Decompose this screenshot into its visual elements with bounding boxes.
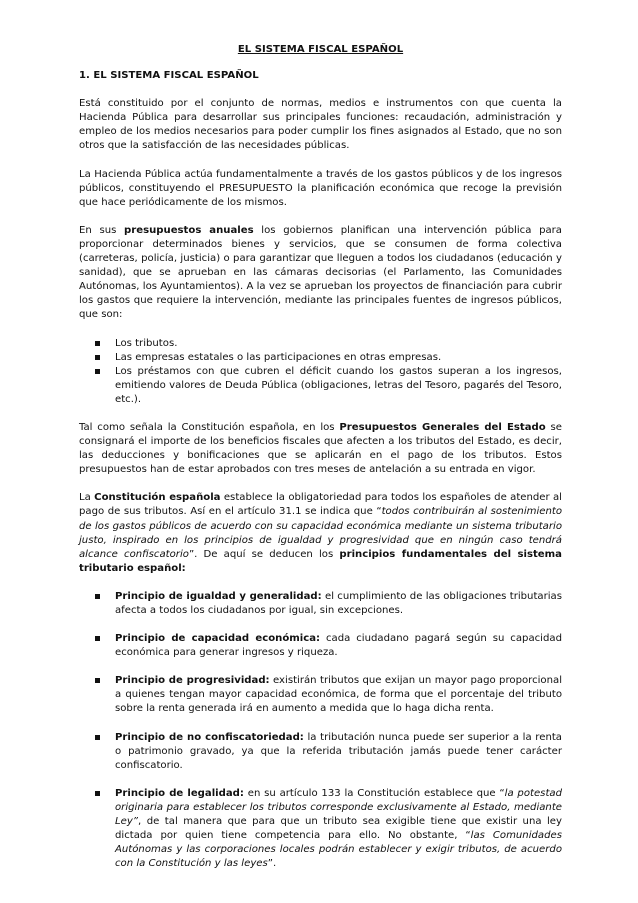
bold-term: Presupuestos Generales del Estado bbox=[339, 421, 546, 433]
income-sources-list bbox=[79, 337, 562, 407]
document-title: EL SISTEMA FISCAL ESPAÑOL bbox=[237, 44, 404, 55]
square-bullet-icon bbox=[95, 735, 100, 740]
italic-quote: las Comunidades Autónomas y las corporaciones locales podrán establecer y exigir tributos, de acuerdo con la Constitución y las leyes bbox=[115, 830, 562, 870]
principle-name: Principio de no confiscatoriedad: bbox=[115, 731, 304, 743]
list-item-text: Los tributos. bbox=[115, 337, 178, 349]
text-run: establece la obligatoriedad para todos los españoles de atender al pago de sus tributos. Así en el artículo 31.1 se indica que “ bbox=[79, 492, 562, 518]
principle-name: Principio de igualdad y generalidad: bbox=[115, 590, 322, 602]
text-run: se consignará el importe de los beneficios fiscales que afecten a los tributos del Estado, es decir, las deducciones y bonificaciones que se aplicarán en el pago de los tributos. Estos presupuestos han de estar aprobados con tres meses de antelación a su entrada en vigor. bbox=[79, 421, 562, 476]
list-item-text: Los préstamos con que cubren el déficit cuando los gastos superan a los ingresos, emitiendo valores de Deuda Pública (obligaciones, letras del Tesoro, pagarés del Tesoro, etc.). bbox=[115, 365, 562, 405]
text-run: La bbox=[79, 492, 95, 504]
list-item bbox=[79, 351, 562, 365]
square-bullet-icon bbox=[95, 636, 100, 641]
principle-text: ”. bbox=[267, 858, 277, 870]
text-run: En sus bbox=[79, 224, 125, 236]
square-bullet-icon bbox=[95, 791, 100, 796]
list-item bbox=[79, 365, 562, 407]
square-bullet-icon bbox=[95, 369, 100, 374]
paragraph-hacienda: La Hacienda Pública actúa fundamentalmente a través de los gastos públicos y de los ingresos públicos, constituyendo el PRESUPUESTO la planificación económica que recoge la previsión que hace periódicamente de los mismos. bbox=[79, 168, 562, 208]
square-bullet-icon bbox=[95, 594, 100, 599]
principle-item bbox=[79, 731, 562, 773]
principle-text: cada ciudadano pagará según su capacidad económica para generar ingresos y riqueza. bbox=[115, 633, 562, 659]
text-run: los gobiernos planifican una intervención pública para proporcionar determinados bienes y servicios, que se consumen de forma colectiva (carreteras, policía, justicia) o para garantizar que lleguen a todos los ciudadanos (educación y sanidad), que se aprueban en las cámaras decisorias (el Parlamento, las Comunidades Autónomas, los Ayuntamientos). A la vez se aprueban los proyectos de financiación para cubrir los gastos que requiere la intervención, mediante las principales fuentes de ingresos públicos, que son: bbox=[79, 224, 562, 321]
principle-text: existirán tributos que exijan un mayor pago proporcional a quienes tengan mayor capacidad económica, de forma que el porcentaje del tributo sobre la renta generada irá en aumento a medida que lo haga dicha renta. bbox=[115, 675, 562, 715]
principle-text: en su artículo 133 la Constitución establece que “ bbox=[243, 787, 505, 799]
principle-item bbox=[79, 632, 562, 660]
italic-quote: la potestad originaria para establecer los tributos corresponde exclusivamente al Estado, mediante Ley” bbox=[115, 787, 562, 828]
text-run: ”. De aquí se deducen los bbox=[188, 548, 340, 560]
paragraph-constitution bbox=[79, 491, 562, 576]
square-bullet-icon bbox=[95, 355, 100, 360]
principles-list bbox=[79, 590, 562, 872]
section-heading: 1. EL SISTEMA FISCAL ESPAÑOL bbox=[79, 70, 259, 82]
paragraph-general-budgets bbox=[79, 421, 562, 477]
principle-text: , de tal manera que para que un tributo sea exigible tiene que existir una ley dictada por quien tiene competencia para ello. No obstante, “ bbox=[115, 816, 562, 842]
bold-term: Constitución española bbox=[94, 492, 221, 504]
principle-text: el cumplimiento de las obligaciones tributarias afecta a todos los ciudadanos por igual, sin excepciones. bbox=[115, 590, 562, 616]
square-bullet-icon bbox=[95, 341, 100, 346]
text-run: Tal como señala la Constitución española, en los bbox=[79, 421, 340, 433]
principle-name: Principio de capacidad económica: bbox=[115, 633, 321, 645]
principle-item bbox=[79, 590, 562, 618]
bold-term: principios fundamentales del sistema tributario español: bbox=[79, 548, 562, 574]
principle-item bbox=[79, 787, 562, 872]
principle-name: Principio de legalidad: bbox=[115, 787, 244, 799]
bold-term: presupuestos anuales bbox=[124, 224, 254, 236]
paragraph-definition: Está constituido por el conjunto de normas, medios e instrumentos con que cuenta la Hacienda Pública para desarrollar sus principales funciones: recaudación, administración y empleo de los medios necesarios para poder cumplir los fines asignados al Estado, que no son otros que la satisfacción de las necesidades públicas. bbox=[79, 98, 562, 152]
principle-text: la tributación nunca puede ser superior a la renta o patrimonio gravado, ya que la referida tributación jamás puede tener carácter confiscatorio. bbox=[115, 731, 562, 771]
principle-item bbox=[79, 674, 562, 716]
principle-name: Principio de progresividad: bbox=[115, 675, 270, 687]
list-item-text: Las empresas estatales o las participaciones en otras empresas. bbox=[115, 351, 442, 363]
italic-quote: todos contribuirán al sostenimiento de los gastos públicos de acuerdo con su capacidad económica mediante un sistema tributario justo, inspirado en los principios de igualdad y progresividad que en ningún caso tendrá alcance confiscatorio bbox=[79, 506, 563, 560]
square-bullet-icon bbox=[95, 678, 100, 683]
paragraph-budgets bbox=[79, 224, 562, 323]
list-item bbox=[79, 337, 562, 351]
